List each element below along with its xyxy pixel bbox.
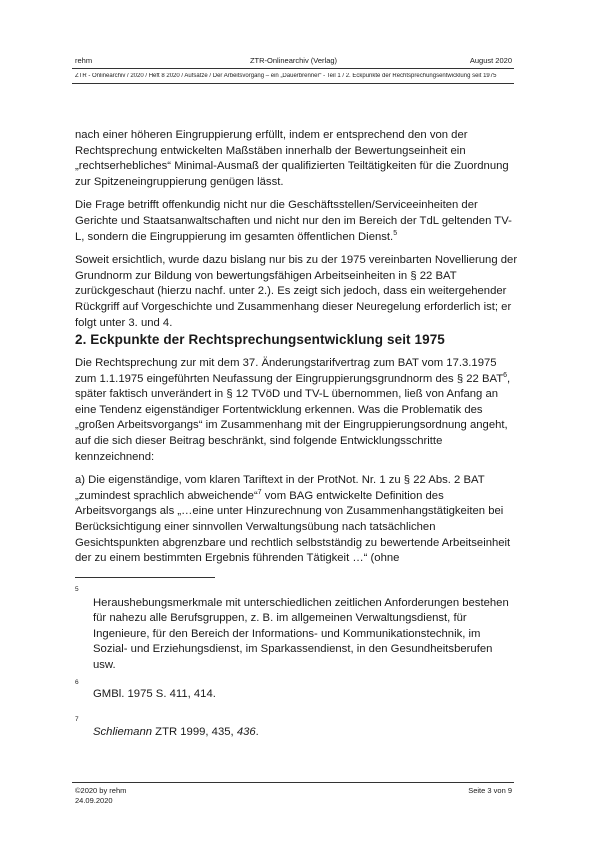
footnote-number-6: 6: [75, 679, 79, 686]
footnote-separator: [75, 577, 215, 578]
section-heading: 2. Eckpunkte der Rechtsprechungsentwicklung seit 1975: [75, 332, 445, 347]
header-publisher: rehm: [75, 56, 93, 65]
header-rule-bottom: [72, 83, 514, 84]
intro-text: [75, 128, 518, 331]
header-date: August 2020: [469, 56, 512, 65]
footer-page-number: Seite 3 von 9: [468, 786, 512, 795]
paragraph-4: Die Rechtsprechung zur mit dem 37. Änderungstarifvertrag zum BAT vom 17.3.1975 zum 1.1.1975 eingeführten Neufassung der Eingruppierungsgrundnorm des § 22 BAT$^6$, später faktisch unverändert in § 12 TVöD und TV-L übernommen, ließ von Anfang an eine Tendenz eigenständiger Fortentwicklung erkennen. Was die Problematik des „großen Arbeitsvorgangs“ im Zusammenhang mit der Eingruppierungsordnung angeht, auf die sich dieser Beitrag beschränkt, sind folgende Entwicklungsschritte kennzeichnend:: [75, 357, 511, 463]
header-rule-top: [72, 68, 514, 69]
footnote-5: Heraushebungsmerkmale mit unterschiedlichen zeitlichen Anforderungen bestehen für nahezu alle Berufsgruppen, z. B. im allgemeinen Verwaltungsdienst, für Ingenieure, für den Bereich der Informations- und Kommunikationstechnik, im Sozial- und Erziehungsdienst, im Sparkassendienst, in den Gesundheitsberufen usw.: [93, 597, 509, 671]
footnote-6: GMBl. 1975 S. 411, 414.: [93, 688, 216, 700]
breadcrumb[interactable]: ZTR - Onlinearchiv / 2020 / Heft 8 2020 / Aufsätze / Der Arbeitsvorgang – ein „Dauerbrenner“ - Teil 1 / 2. Eckpunkte der Rechtsprechungsentwicklung seit 1975: [75, 73, 497, 79]
footer-copyright: ©2020 by rehm: [75, 786, 127, 795]
header-title: ZTR-Onlinearchiv (Verlag): [249, 56, 338, 65]
footnote-ref-5[interactable]: 5: [393, 229, 398, 237]
footnote-ref-7[interactable]: 7: [257, 488, 262, 496]
paragraph-3: Soweit ersichtlich, wurde dazu bislang nur bis zu der 1975 vereinbarten Novellierung der Grundnorm zur Bildung von bewertungsfähigen Arbeitseinheiten in § 22 BAT zurückgeschaut (hierzu nachf. unter 2.). Es zeigt sich jedoch, dass ein weitergehender Rückgriff auf Vorgeschichte und Zusammenhang dieser Neuregelung erforderlich ist; er folgt unter 3. und 4.: [75, 254, 518, 329]
footer-rule: [72, 782, 514, 783]
footnote-7: Schliemann ZTR 1999, 435, 436.: [93, 726, 259, 738]
footnote-number-7: 7: [75, 716, 79, 723]
paragraph-5: a) Die eigenständige, vom klaren Tariftext in der ProtNot. Nr. 1 zu § 22 Abs. 2 BAT „zumindest sprachlich abweichende“$^7$ vom BAG entwickelte Definition des Arbeitsvorgangs als „…eine unter Hinzurechnung von Zusammenhangstätigkeiten bei Berücksichtigung einer sinnvollen Verwaltungsübung nach tatsächlichen Gesichtspunkten abgrenzbare und rechtlich selbstständig zu bewertende Arbeitseinheit der zu einem bestimmten Ergebnis führenden Tätigkeit …“ (ohne: [75, 474, 511, 565]
footnote-ref-6[interactable]: 6: [503, 371, 507, 379]
footnote-number-5: 5: [75, 586, 79, 593]
footnote-7-page: 436: [236, 726, 256, 738]
paragraph-1: nach einer höheren Eingruppierung erfüllt, indem er entsprechend den von der Rechtsprechung entwickelten Maßstäben innerhalb der Bewertungseinheit ein „rechtserhebliches“ Minimal-Ausmaß der qualifizierten Teiltätigkeiten für die Zuordnung zur Spitzeneingruppierung genügen lässt.: [75, 129, 509, 188]
paragraph-2: Die Frage betrifft offenkundig nicht nur die Geschäftsstellen/Serviceeinheiten der Gerichte und Staatsanwaltschaften und nicht nur den im Bereich der TdL geltenden TV-L, sondern die Eingruppierung im gesamten öffentlichen Dienst.$^5$: [75, 199, 512, 243]
footnote-7-author: Schliemann: [93, 726, 153, 738]
page-header: [75, 56, 512, 66]
footer-date: 24.09.2020: [75, 795, 113, 805]
section-text: [75, 356, 518, 567]
